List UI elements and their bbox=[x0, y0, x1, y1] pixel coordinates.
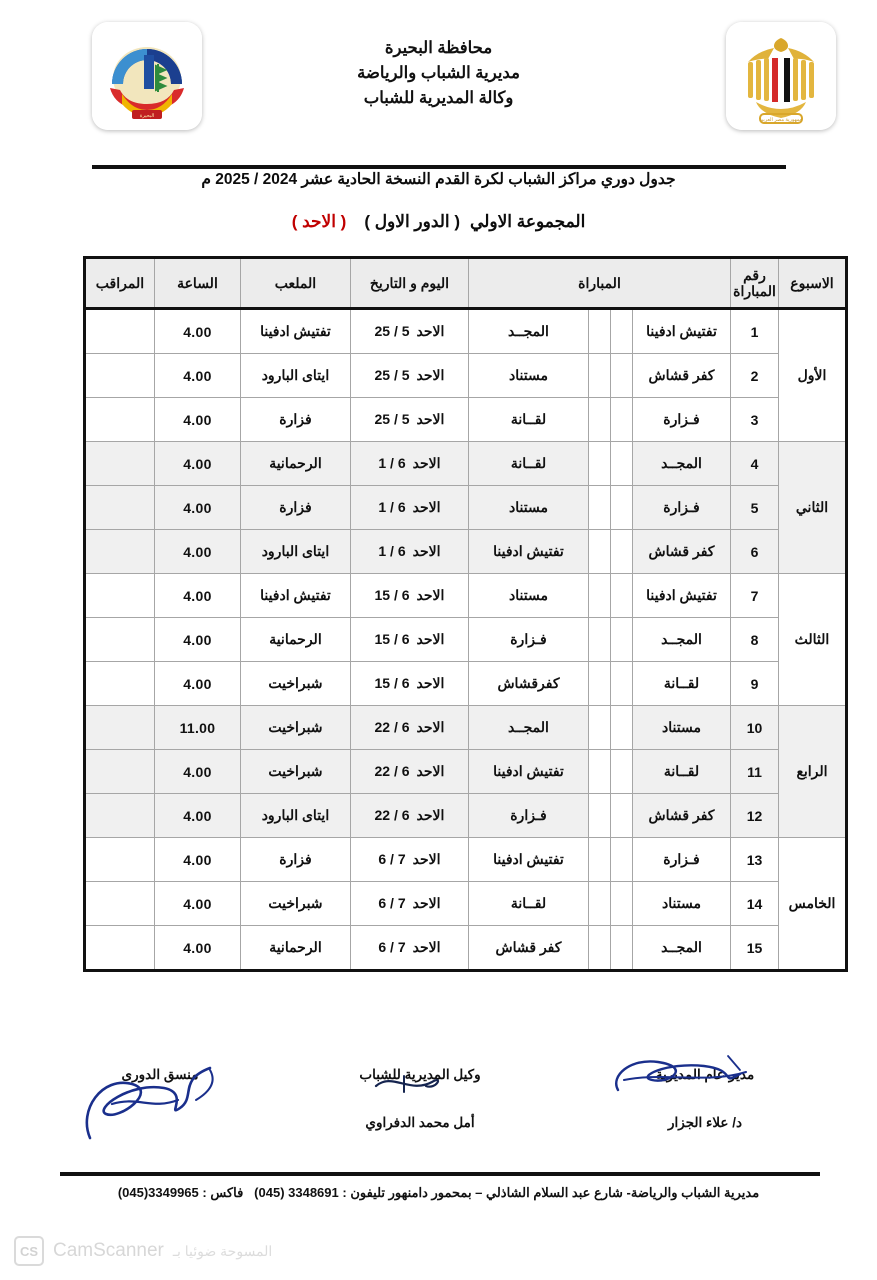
score-cell-2 bbox=[589, 398, 611, 442]
team-away-cell: فـزارة bbox=[468, 618, 588, 662]
venue-cell: فزارة bbox=[240, 398, 350, 442]
page-title: جدول دوري مراكز الشباب لكرة القدم النسخة الحادية عشر 2024 / 2025 م bbox=[201, 171, 676, 188]
score-cell-2 bbox=[589, 794, 611, 838]
referee-cell bbox=[84, 530, 154, 574]
score-cell-1 bbox=[611, 309, 633, 354]
table-row bbox=[84, 838, 846, 882]
score-cell-2 bbox=[589, 354, 611, 398]
referee-cell bbox=[84, 354, 154, 398]
team-home-cell: كفر قشاش bbox=[633, 354, 731, 398]
match-no-cell: 8 bbox=[731, 618, 779, 662]
time-cell: 4.00 bbox=[154, 882, 240, 926]
date-value: 25 / 5 bbox=[374, 367, 410, 383]
venue-cell: تفتيش ادفينا bbox=[240, 309, 350, 354]
table-row bbox=[84, 926, 846, 971]
table-row bbox=[84, 442, 846, 486]
match-no-cell: 7 bbox=[731, 574, 779, 618]
date-value: 15 / 6 bbox=[374, 631, 410, 647]
footer-address-text: مديرية الشباب والرياضة- شارع عبد السلام الشاذلي – بمحمور دامنهور bbox=[388, 1185, 760, 1200]
date-value: 22 / 6 bbox=[374, 807, 410, 823]
date-value: 22 / 6 bbox=[374, 763, 410, 779]
venue-cell: شبراخيت bbox=[240, 750, 350, 794]
score-cell-2 bbox=[589, 926, 611, 971]
referee-cell bbox=[84, 706, 154, 750]
score-cell-1 bbox=[611, 838, 633, 882]
score-cell-1 bbox=[611, 486, 633, 530]
date-cell bbox=[350, 706, 468, 750]
match-no-cell: 14 bbox=[731, 882, 779, 926]
team-home-cell: فـزارة bbox=[633, 838, 731, 882]
date-value: 15 / 6 bbox=[374, 587, 410, 603]
match-day-note: ( الاحد ) bbox=[291, 212, 347, 231]
score-cell-2 bbox=[589, 706, 611, 750]
match-no-cell: 11 bbox=[731, 750, 779, 794]
score-cell-1 bbox=[611, 794, 633, 838]
referee-cell bbox=[84, 574, 154, 618]
date-value: 15 / 6 bbox=[374, 675, 410, 691]
table-row bbox=[84, 398, 846, 442]
match-no-cell: 15 bbox=[731, 926, 779, 971]
team-away-cell: المجــد bbox=[468, 706, 588, 750]
week-cell: الخامس bbox=[779, 838, 847, 971]
date-cell bbox=[350, 662, 468, 706]
match-no-cell: 1 bbox=[731, 309, 779, 354]
date-value: 6 / 7 bbox=[378, 939, 406, 955]
referee-cell bbox=[84, 442, 154, 486]
team-away-cell: تفتيش ادفينا bbox=[468, 750, 588, 794]
score-cell-1 bbox=[611, 442, 633, 486]
signature-name: أمل محمد الدفراوي bbox=[365, 1115, 475, 1131]
date-cell bbox=[350, 838, 468, 882]
round-label: ( الدور الاول ) bbox=[364, 212, 461, 231]
organization-titles bbox=[0, 36, 877, 111]
signature-title: مدير عام المديرية bbox=[655, 1067, 755, 1082]
footer-fax: (045)3349965 bbox=[117, 1185, 199, 1200]
table-row bbox=[84, 618, 846, 662]
date-value: 6 / 7 bbox=[378, 895, 406, 911]
header-row bbox=[84, 258, 846, 309]
signature-title: وكيل المديرية للشباب bbox=[359, 1067, 481, 1082]
score-cell-1 bbox=[611, 750, 633, 794]
header-match: المباراة bbox=[468, 258, 730, 309]
footer-divider bbox=[60, 1172, 820, 1176]
group-label: المجموعة الاولي bbox=[470, 212, 586, 231]
score-cell-1 bbox=[611, 398, 633, 442]
header-week: الاسبوع bbox=[779, 258, 847, 309]
match-no-cell: 9 bbox=[731, 662, 779, 706]
team-away-cell: كفرقشاش bbox=[468, 662, 588, 706]
footer-phone: (045) 3348691 bbox=[254, 1185, 339, 1200]
date-day: الاحد bbox=[412, 895, 441, 911]
date-day: الاحد bbox=[412, 543, 441, 559]
time-cell: 4.00 bbox=[154, 618, 240, 662]
camscanner-watermark bbox=[14, 1236, 272, 1266]
date-day: الاحد bbox=[416, 631, 445, 647]
match-no-cell: 10 bbox=[731, 706, 779, 750]
date-cell bbox=[350, 398, 468, 442]
time-cell: 4.00 bbox=[154, 662, 240, 706]
table-body bbox=[84, 309, 846, 971]
date-value: 25 / 5 bbox=[374, 411, 410, 427]
date-day: الاحد bbox=[416, 323, 445, 339]
table-row bbox=[84, 530, 846, 574]
camscanner-arabic-note: المسوحة ضوئيا بـ bbox=[172, 1242, 273, 1259]
team-away-cell: لقــانة bbox=[468, 398, 588, 442]
venue-cell: شبراخيت bbox=[240, 882, 350, 926]
score-cell-1 bbox=[611, 354, 633, 398]
date-day: الاحد bbox=[416, 807, 445, 823]
document-header bbox=[0, 22, 877, 150]
date-day: الاحد bbox=[412, 455, 441, 471]
date-day: الاحد bbox=[416, 587, 445, 603]
venue-cell: الرحمانية bbox=[240, 926, 350, 971]
team-home-cell: المجــد bbox=[633, 926, 731, 971]
team-away-cell: مستناد bbox=[468, 486, 588, 530]
header-match-no bbox=[731, 258, 779, 309]
table-header bbox=[84, 258, 846, 309]
team-away-cell: تفتيش ادفينا bbox=[468, 838, 588, 882]
score-cell-2 bbox=[589, 882, 611, 926]
date-day: الاحد bbox=[416, 411, 445, 427]
venue-cell: تفتيش ادفينا bbox=[240, 574, 350, 618]
match-no-cell: 4 bbox=[731, 442, 779, 486]
team-home-cell: كفر قشاش bbox=[633, 530, 731, 574]
team-away-cell: فـزارة bbox=[468, 794, 588, 838]
date-value: 25 / 5 bbox=[374, 323, 410, 339]
header-venue: الملعب bbox=[240, 258, 350, 309]
team-home-cell: المجــد bbox=[633, 442, 731, 486]
referee-cell bbox=[84, 618, 154, 662]
schedule-table-wrapper bbox=[86, 256, 848, 972]
date-day: الاحد bbox=[412, 499, 441, 515]
venue-cell: فزارة bbox=[240, 486, 350, 530]
date-day: الاحد bbox=[412, 939, 441, 955]
date-cell bbox=[350, 309, 468, 354]
team-home-cell: فـزارة bbox=[633, 486, 731, 530]
score-cell-1 bbox=[611, 882, 633, 926]
table-row bbox=[84, 882, 846, 926]
score-cell-2 bbox=[589, 486, 611, 530]
signature-ink-deputy bbox=[305, 1084, 535, 1114]
score-cell-2 bbox=[589, 530, 611, 574]
match-no-cell: 12 bbox=[731, 794, 779, 838]
date-cell bbox=[350, 882, 468, 926]
referee-cell bbox=[84, 794, 154, 838]
date-value: 1 / 6 bbox=[378, 543, 406, 559]
venue-cell: ايتاى البارود bbox=[240, 794, 350, 838]
week-cell: الأول bbox=[779, 309, 847, 442]
score-cell-2 bbox=[589, 309, 611, 354]
team-home-cell: فـزارة bbox=[633, 398, 731, 442]
match-no-cell: 2 bbox=[731, 354, 779, 398]
schedule-table bbox=[83, 256, 848, 972]
venue-cell: ايتاى البارود bbox=[240, 530, 350, 574]
match-no-cell: 6 bbox=[731, 530, 779, 574]
referee-cell bbox=[84, 662, 154, 706]
date-cell bbox=[350, 618, 468, 662]
match-no-cell: 3 bbox=[731, 398, 779, 442]
signature-ink-coordinator bbox=[60, 1084, 260, 1114]
team-home-cell: تفتيش ادفينا bbox=[633, 574, 731, 618]
table-row bbox=[84, 309, 846, 354]
header-referee: المراقب bbox=[84, 258, 154, 309]
referee-cell bbox=[84, 398, 154, 442]
team-away-cell: مستناد bbox=[468, 354, 588, 398]
date-cell bbox=[350, 926, 468, 971]
table-row bbox=[84, 794, 846, 838]
signature-name: د/ علاء الجزار bbox=[667, 1115, 743, 1131]
date-cell bbox=[350, 794, 468, 838]
footer-fax-label: فاكس bbox=[210, 1185, 244, 1200]
svg-text:البحيرة: البحيرة bbox=[139, 113, 155, 119]
match-no-cell: 5 bbox=[731, 486, 779, 530]
org-line-1: محافظة البحيرة bbox=[384, 39, 493, 57]
week-cell: الرابع bbox=[779, 706, 847, 838]
time-cell: 4.00 bbox=[154, 398, 240, 442]
svg-text:جمهورية مصر العربية: جمهورية مصر العربية bbox=[759, 117, 803, 123]
score-cell-1 bbox=[611, 618, 633, 662]
table-row bbox=[84, 486, 846, 530]
time-cell: 4.00 bbox=[154, 309, 240, 354]
team-home-cell: مستناد bbox=[633, 882, 731, 926]
referee-cell bbox=[84, 486, 154, 530]
team-home-cell: لقــانة bbox=[633, 750, 731, 794]
date-day: الاحد bbox=[416, 763, 445, 779]
table-row bbox=[84, 662, 846, 706]
time-cell: 4.00 bbox=[154, 486, 240, 530]
score-cell-2 bbox=[589, 618, 611, 662]
date-cell bbox=[350, 354, 468, 398]
venue-cell: الرحمانية bbox=[240, 442, 350, 486]
time-cell: 4.00 bbox=[154, 574, 240, 618]
date-value: 22 / 6 bbox=[374, 719, 410, 735]
time-cell: 4.00 bbox=[154, 838, 240, 882]
score-cell-2 bbox=[589, 442, 611, 486]
signature-row bbox=[60, 1066, 820, 1166]
date-cell bbox=[350, 530, 468, 574]
table-row bbox=[84, 574, 846, 618]
date-day: الاحد bbox=[416, 367, 445, 383]
team-home-cell: تفتيش ادفينا bbox=[633, 309, 731, 354]
camscanner-brand: CamScanner bbox=[53, 1240, 164, 1261]
week-cell: الثالث bbox=[779, 574, 847, 706]
table-row bbox=[84, 706, 846, 750]
signature-ink-director bbox=[590, 1084, 820, 1114]
footer-address: مديرية الشباب والرياضة- شارع عبد السلام الشاذلي – بمحمور دامنهور تليفون : (045) 3348691 فاكس : (045)3349965 bbox=[117, 1185, 760, 1200]
signature-block-director bbox=[590, 1066, 820, 1132]
date-value: 6 / 7 bbox=[378, 851, 406, 867]
time-cell: 4.00 bbox=[154, 530, 240, 574]
time-cell: 4.00 bbox=[154, 794, 240, 838]
signature-block-deputy bbox=[305, 1066, 535, 1132]
table-row bbox=[84, 750, 846, 794]
header-match-no-line2: المباراة bbox=[733, 283, 776, 299]
score-cell-2 bbox=[589, 574, 611, 618]
score-cell-2 bbox=[589, 838, 611, 882]
team-away-cell: تفتيش ادفينا bbox=[468, 530, 588, 574]
header-divider bbox=[92, 165, 786, 169]
time-cell: 4.00 bbox=[154, 442, 240, 486]
score-cell-1 bbox=[611, 530, 633, 574]
date-cell bbox=[350, 442, 468, 486]
date-cell bbox=[350, 486, 468, 530]
venue-cell: الرحمانية bbox=[240, 618, 350, 662]
score-cell-2 bbox=[589, 662, 611, 706]
team-away-cell: لقــانة bbox=[468, 882, 588, 926]
referee-cell bbox=[84, 926, 154, 971]
team-home-cell: لقــانة bbox=[633, 662, 731, 706]
week-cell: الثاني bbox=[779, 442, 847, 574]
venue-cell: فزارة bbox=[240, 838, 350, 882]
date-day: الاحد bbox=[412, 851, 441, 867]
referee-cell bbox=[84, 309, 154, 354]
team-home-cell: المجــد bbox=[633, 618, 731, 662]
header-date: اليوم و التاريخ bbox=[350, 258, 468, 309]
score-cell-1 bbox=[611, 574, 633, 618]
score-cell-1 bbox=[611, 926, 633, 971]
team-home-cell: كفر قشاش bbox=[633, 794, 731, 838]
time-cell: 11.00 bbox=[154, 706, 240, 750]
org-line-2: مديرية الشباب والرياضة bbox=[357, 64, 520, 83]
referee-cell bbox=[84, 750, 154, 794]
time-cell: 4.00 bbox=[154, 354, 240, 398]
org-line-3: وكالة المديرية للشباب bbox=[363, 89, 514, 108]
header-time: الساعة bbox=[154, 258, 240, 309]
signature-block-coordinator bbox=[60, 1066, 260, 1114]
time-cell: 4.00 bbox=[154, 926, 240, 971]
team-away-cell: مستناد bbox=[468, 574, 588, 618]
date-cell bbox=[350, 750, 468, 794]
date-day: الاحد bbox=[416, 675, 445, 691]
match-no-cell: 13 bbox=[731, 838, 779, 882]
team-home-cell: مستناد bbox=[633, 706, 731, 750]
time-cell: 4.00 bbox=[154, 750, 240, 794]
footer-phone-label: تليفون bbox=[350, 1185, 386, 1200]
date-value: 1 / 6 bbox=[378, 455, 406, 471]
signature-title: منسق الدورى bbox=[121, 1067, 199, 1082]
score-cell-1 bbox=[611, 662, 633, 706]
group-subtitle bbox=[0, 212, 877, 232]
venue-cell: ايتاى البارود bbox=[240, 354, 350, 398]
venue-cell: شبراخيت bbox=[240, 662, 350, 706]
referee-cell bbox=[84, 838, 154, 882]
table-row bbox=[84, 354, 846, 398]
camscanner-badge-icon: CS bbox=[14, 1236, 44, 1266]
score-cell-2 bbox=[589, 750, 611, 794]
header-match-no-line1: رقم bbox=[743, 266, 766, 283]
date-cell bbox=[350, 574, 468, 618]
venue-cell: شبراخيت bbox=[240, 706, 350, 750]
score-cell-1 bbox=[611, 706, 633, 750]
referee-cell bbox=[84, 882, 154, 926]
team-away-cell: لقــانة bbox=[468, 442, 588, 486]
team-away-cell: المجــد bbox=[468, 309, 588, 354]
date-day: الاحد bbox=[416, 719, 445, 735]
date-value: 1 / 6 bbox=[378, 499, 406, 515]
team-away-cell: كفر قشاش bbox=[468, 926, 588, 971]
